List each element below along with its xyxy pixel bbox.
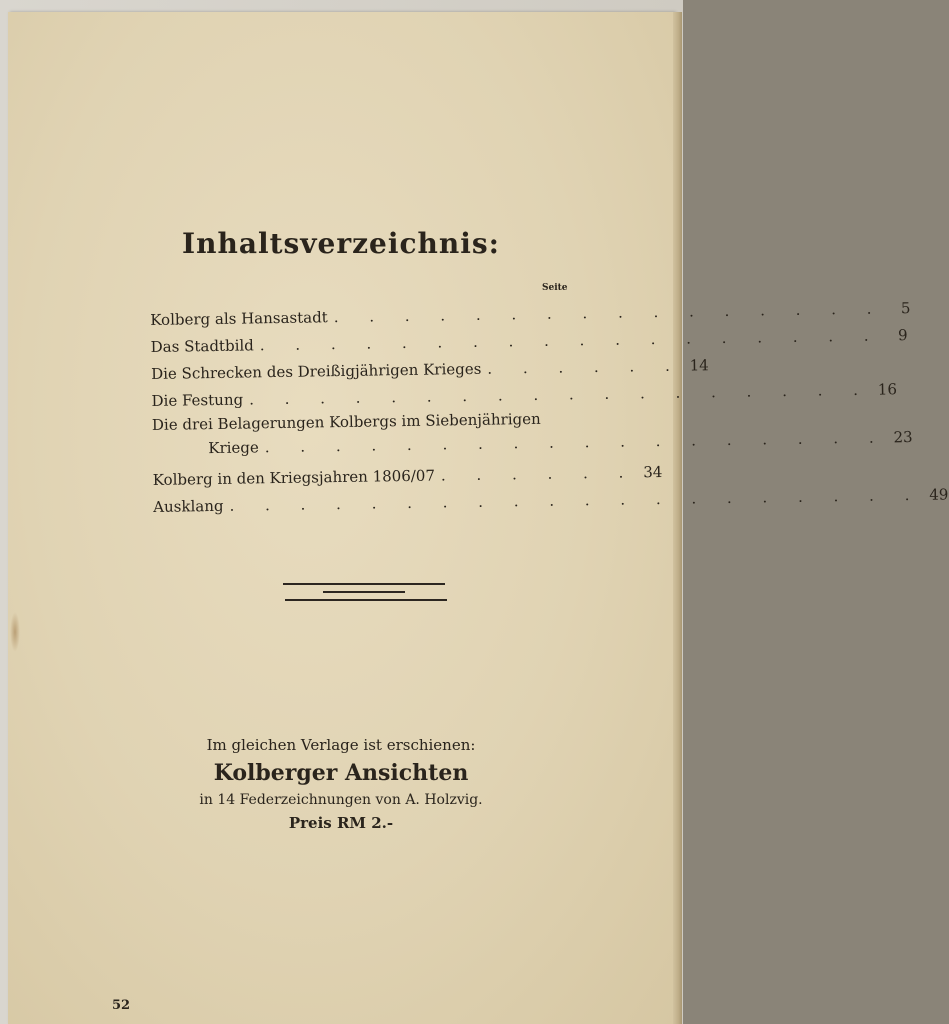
notice-price: Preis RM 2.- [288, 814, 394, 832]
toc-entry-label: Kolberg als Hansastadt [150, 308, 328, 329]
toc-entry-page: 49 [929, 485, 949, 504]
toc-entry-page: 34 [643, 462, 663, 482]
toc-entry-label: Die drei Belagerungen Kolbergs im Siebenjährigen [151, 409, 541, 434]
leader-dots: . . . . . . . . . . . . . . . . . . . . [229, 485, 923, 515]
leader-dots: . . . . . . . . . . . . . . . . . . [259, 326, 882, 355]
toc-entry-label: Ausklang [153, 496, 224, 516]
toc-entry-label: Kolberg in den Kriegsjahren 1806/07 [152, 466, 436, 489]
toc-title: Inhaltsverzeichnis: [182, 227, 500, 260]
toc-entry-label: Das Stadtbild [150, 336, 254, 356]
publisher-notice [8, 736, 674, 832]
leader-dots: . . . . . . . . . . . . . . . . . . [248, 380, 872, 409]
leader-dots: . . . . . . . . . . . . . . . . [333, 299, 885, 327]
rule-line-top [283, 583, 445, 585]
rule-line-middle [323, 591, 405, 593]
notice-intro: Im gleichen Verlage ist erschienen: [206, 736, 476, 754]
toc-entry-page: 9 [897, 326, 908, 345]
notice-book-title: Kolberger Ansichten [213, 760, 469, 786]
decorative-rule [283, 580, 448, 604]
page-number: 52 [112, 998, 131, 1013]
page-edge [673, 12, 682, 1024]
rule-line-bottom [285, 599, 447, 601]
toc-entry-page: 14 [689, 356, 709, 375]
toc-entry-label: Die Festung [151, 390, 244, 410]
leader-dots: . . . . . . [487, 356, 683, 378]
toc-list [150, 295, 949, 516]
toc-entry-page: 23 [893, 428, 913, 447]
toc-entry-label: Die Schrecken des Dreißigjährigen Krieges [150, 359, 482, 383]
paper-stain [10, 612, 20, 652]
toc-entry-page: 16 [877, 380, 898, 399]
toc-entry [151, 403, 913, 462]
notice-description: in 14 Federzeichnungen von A. Holzvig. [199, 792, 483, 808]
leader-dots: . . . . . . [440, 463, 637, 485]
book-page [8, 12, 949, 1024]
toc-entry-page: 5 [900, 299, 911, 318]
leader-dots: . . . . . . . . . . . . . . . . . . [264, 428, 887, 457]
page-column-label: Seite [542, 283, 568, 293]
toc-entry-label-continued: Kriege [208, 438, 259, 458]
